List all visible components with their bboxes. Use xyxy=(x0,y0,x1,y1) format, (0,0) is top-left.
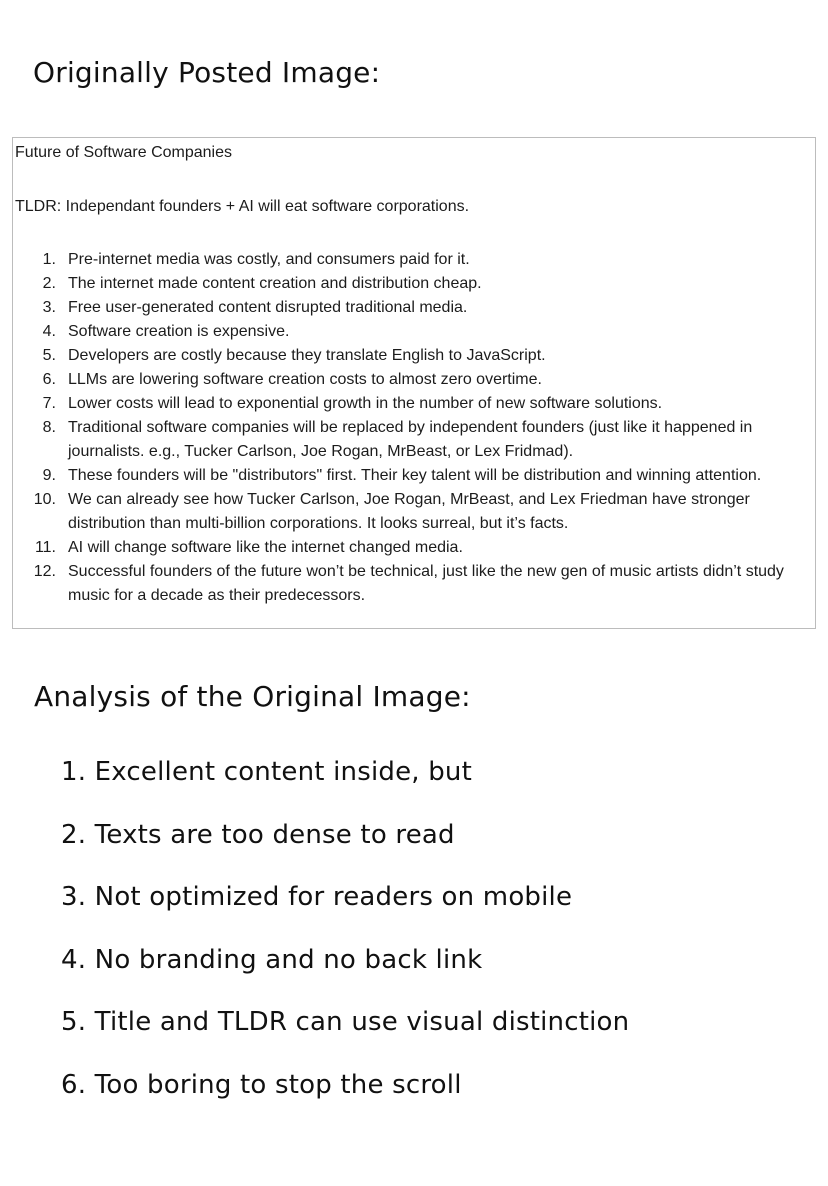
list-text: Developers are costly because they translate English to JavaScript. xyxy=(68,347,546,364)
list-number: 8. xyxy=(42,419,56,436)
analysis-item: 6. Too boring to stop the scroll xyxy=(61,1069,462,1100)
originally-posted-heading: Originally Posted Image: xyxy=(33,56,381,89)
list-text: Successful founders of the future won’t be technical, just like the new gen of music artists didn’t study music for a decade as their predecessors. xyxy=(68,563,784,604)
analysis-item: 2. Texts are too dense to read xyxy=(61,819,455,850)
list-number: 6. xyxy=(42,371,56,388)
list-number: 11. xyxy=(34,539,56,556)
list-item xyxy=(13,416,813,464)
list-number: 5. xyxy=(42,347,56,364)
list-number: 2. xyxy=(42,275,56,292)
analysis-item: 3. Not optimized for readers on mobile xyxy=(61,882,573,912)
list-item xyxy=(13,488,813,536)
list-item xyxy=(13,464,813,488)
list-text: AI will change software like the internet changed media. xyxy=(68,539,463,556)
list-number: 1. xyxy=(42,251,56,268)
analysis-item: 5. Title and TLDR can use visual distinction xyxy=(61,1007,630,1037)
list-number: 4. xyxy=(42,323,56,340)
analysis-list xyxy=(61,752,629,1127)
list-item xyxy=(13,344,813,368)
list-text: Software creation is expensive. xyxy=(68,323,290,340)
list-number: 7. xyxy=(42,395,56,412)
list-text: Pre-internet media was costly, and consumers paid for it. xyxy=(68,251,470,268)
list-item xyxy=(13,368,813,392)
list-number: 3. xyxy=(42,299,56,316)
analysis-item: 1. Excellent content inside, but xyxy=(61,757,472,787)
list-text: Lower costs will lead to exponential growth in the number of new software solutions. xyxy=(68,395,663,412)
original-post-card xyxy=(12,137,816,629)
list-item xyxy=(13,536,813,560)
post-title: Future of Software Companies xyxy=(15,144,232,161)
post-numbered-list xyxy=(13,248,813,608)
analysis-item: 4. No branding and no back link xyxy=(61,944,483,975)
list-number: 12. xyxy=(33,563,56,580)
list-item xyxy=(13,296,813,320)
list-number: 9. xyxy=(42,467,56,484)
list-item xyxy=(13,272,813,296)
list-item xyxy=(13,320,813,344)
list-item xyxy=(13,392,813,416)
list-text: LLMs are lowering software creation costs to almost zero overtime. xyxy=(68,371,542,388)
analysis-heading: Analysis of the Original Image: xyxy=(34,680,471,713)
list-text: The internet made content creation and distribution cheap. xyxy=(68,275,482,292)
list-item xyxy=(13,560,813,608)
list-text: We can already see how Tucker Carlson, Joe Rogan, MrBeast, and Lex Friedman have stronger distribution than multi-billion corporations. It looks surreal, but it’s facts. xyxy=(68,491,750,532)
list-text: Traditional software companies will be replaced by independent founders (just like it happened in journalists. e.g., Tucker Carlson, Joe Rogan, MrBeast, or Lex Fridmad). xyxy=(68,419,753,460)
list-text: These founders will be "distributors" first. Their key talent will be distribution and winning attention. xyxy=(68,467,762,484)
post-tldr: TLDR: Independant founders + AI will eat software corporations. xyxy=(15,198,470,215)
list-number: 10. xyxy=(33,491,56,508)
list-item xyxy=(13,248,813,272)
list-text: Free user-generated content disrupted traditional media. xyxy=(68,299,468,316)
